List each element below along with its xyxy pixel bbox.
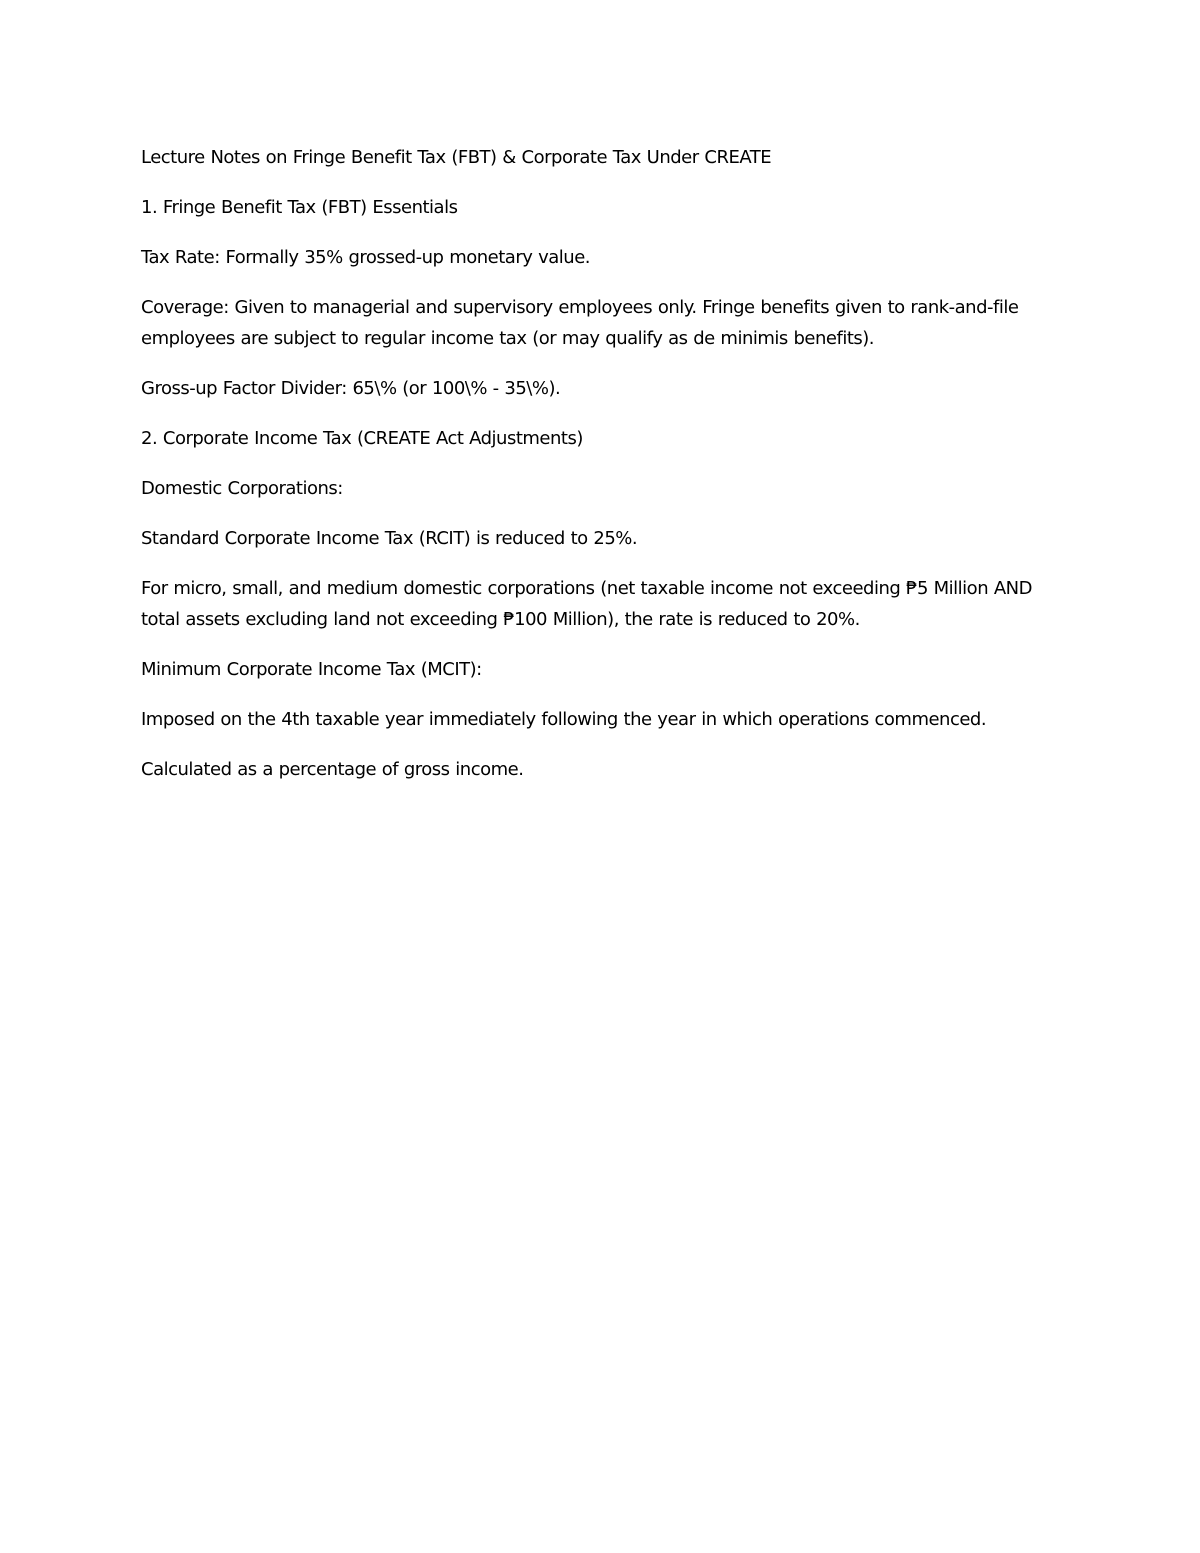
mcit-imposed-paragraph: Imposed on the 4th taxable year immediately following the year in which operations commenced. — [141, 709, 987, 730]
domestic-corporations-heading: Domestic Corporations: — [141, 478, 343, 499]
section-1-heading: 1. Fringe Benefit Tax (FBT) Essentials — [141, 197, 458, 218]
gross-up-paragraph: Gross-up Factor Divider: 65\% (or 100\% - 35\%). — [141, 378, 561, 399]
tax-rate-paragraph: Tax Rate: Formally 35% grossed-up monetary value. — [141, 247, 590, 268]
document-title: Lecture Notes on Fringe Benefit Tax (FBT) & Corporate Tax Under CREATE — [141, 147, 772, 168]
document-body — [141, 142, 1061, 804]
mcit-calculation-paragraph: Calculated as a percentage of gross income. — [141, 759, 524, 780]
rcit-paragraph: Standard Corporate Income Tax (RCIT) is reduced to 25%. — [141, 528, 638, 549]
mcit-heading: Minimum Corporate Income Tax (MCIT): — [141, 659, 482, 680]
coverage-paragraph: Coverage: Given to managerial and supervisory employees only. Fringe benefits given to rank-and-file employees are subject to regular income tax (or may qualify as de minimis benefits). — [141, 297, 1019, 349]
section-2-heading: 2. Corporate Income Tax (CREATE Act Adjustments) — [141, 428, 583, 449]
msme-paragraph: For micro, small, and medium domestic corporations (net taxable income not exceeding ₱5 Million AND total assets excluding land not exceeding ₱100 Million), the rate is reduced to 20%. — [141, 578, 1032, 630]
